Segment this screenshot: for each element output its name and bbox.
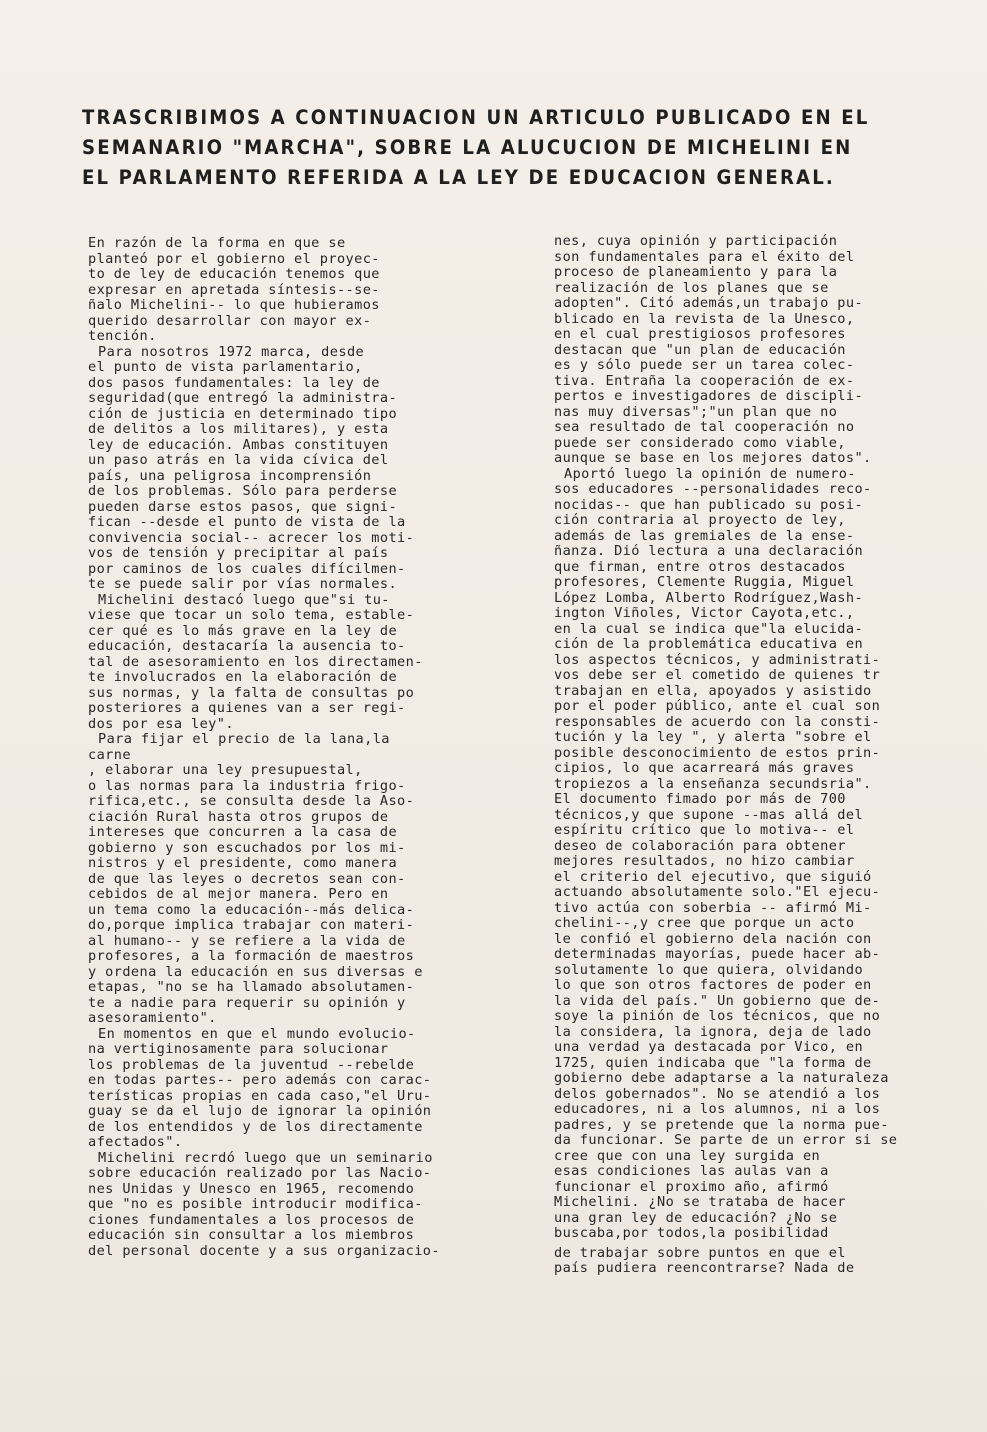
text-line: soye la pinión de los técnicos, que no xyxy=(554,1008,881,1024)
text-line: Aportó luego la opinión de numero- xyxy=(564,465,856,482)
text-line: dos por esa ley". xyxy=(88,715,234,732)
text-line: que "no es posible introducir modifica- xyxy=(88,1196,423,1212)
text-line: tropiezos a la enseñanza secundsria". xyxy=(554,775,872,792)
text-line: ción contraria al proyecto de ley, xyxy=(554,512,846,528)
text-line: cebidos de al mejor manera. Pero en xyxy=(88,886,389,902)
text-line: padres, y se pretende que la norma pue- xyxy=(554,1116,889,1133)
text-line: En razón de la forma en que se xyxy=(88,235,346,251)
text-line: En momentos en que el mundo evolucio- xyxy=(98,1025,416,1042)
text-line: es y sólo puede ser un tarea colec- xyxy=(554,357,855,373)
text-line: determinadas mayorías, puede hacer ab- xyxy=(554,946,881,962)
text-line: posteriores a quienes van a ser regi- xyxy=(88,700,406,716)
text-line: guay se da el lujo de ignorar la opinión xyxy=(88,1103,432,1119)
text-line: pueden darse estos pasos, que signi- xyxy=(88,498,398,515)
text-line: nas muy diversas";"un plan que no xyxy=(554,403,838,420)
text-line: trabajan en ella, apoyados y asistido xyxy=(554,682,872,699)
text-line: lo que son otros factores de poder en xyxy=(554,977,872,993)
text-line: carne xyxy=(88,746,131,763)
text-line: asesoramiento". xyxy=(88,1010,217,1026)
text-line: sus normas, y la falta de consultas po xyxy=(88,684,415,701)
text-line: tución y la ley ", y alerta "sobre el xyxy=(554,729,872,745)
text-line: de que las leyes o decretos sean con- xyxy=(88,870,406,887)
text-line: un paso atrás en la vida cívica del xyxy=(88,452,389,468)
text-line: profesores, Clemente Ruggia, Miguel xyxy=(554,574,855,590)
text-line: la vida del país." Un gobierno que de- xyxy=(554,992,881,1009)
text-line: do,porque implica trabajar con materi- xyxy=(88,917,415,933)
text-line: educación sin consultar a los miembros xyxy=(88,1227,415,1243)
text-line: da funcionar. Se parte de un error si se xyxy=(554,1132,898,1148)
headline-line: EL PARLAMENTO REFERIDA A LA LEY DE EDUCACION GENERAL. xyxy=(82,166,835,189)
text-line: cree que con una ley surgida en xyxy=(554,1147,821,1164)
text-line: responsables de acuerdo con la consti- xyxy=(554,713,881,730)
text-line: afectados". xyxy=(88,1134,183,1150)
text-line: querido desarrollar con mayor ex- xyxy=(88,312,372,329)
text-line: gobierno debe adaptarse a la naturaleza xyxy=(554,1070,889,1086)
text-line: sobre educación realizado por las Nacio- xyxy=(88,1165,432,1181)
text-line: te involucrados en la elaboración de xyxy=(88,669,398,685)
text-line: vos debe ser el cometido de quienes tr xyxy=(554,667,881,683)
text-line: 1725, quien indicaba que "la forma de xyxy=(554,1054,872,1071)
text-line: blicado en la revista de la Unesco, xyxy=(554,310,855,327)
text-line: esas condiciones las aulas van a xyxy=(554,1163,829,1179)
text-line: le confió el gobierno dela nación con xyxy=(554,930,872,947)
text-line: delos gobernados". No se atendió a los xyxy=(554,1085,881,1102)
text-line: ción de la problemática educativa en xyxy=(554,636,864,652)
headline-line: TRASCRIBIMOS A CONTINUACION UN ARTICULO PUBLICADO EN EL xyxy=(82,106,870,129)
text-line: que firman, entre otros destacados xyxy=(554,558,846,575)
text-line: nes, cuya opinión y participación xyxy=(554,233,838,249)
text-line: además de las gremiales de la ense- xyxy=(554,527,855,544)
text-line: al humano-- y se refiere a la vida de xyxy=(88,932,406,949)
text-line: de delitos a los militares), y esta xyxy=(88,421,389,437)
text-line: técnicos,y que supone --mas allá del xyxy=(554,806,864,823)
text-line: un tema como la educación--más delica- xyxy=(88,901,415,918)
text-line: tención. xyxy=(88,328,157,344)
text-line: cipios, lo que acarreará más graves xyxy=(554,760,855,776)
text-line: viese que tocar un solo tema, estable- xyxy=(88,607,415,623)
text-line: López Lomba, Alberto Rodríguez,Wash- xyxy=(554,589,864,606)
text-line: terísticas propias en cada caso,"el Uru- xyxy=(88,1087,432,1104)
text-line: etapas, "no se ha llamado absolutamen- xyxy=(88,979,415,995)
text-line: y ordena la educación en sus diversas e xyxy=(88,963,423,980)
text-line: cer qué es lo más grave en la ley de xyxy=(88,622,398,639)
right-column xyxy=(554,234,954,1277)
text-line: ington Viñoles, Victor Cayota,etc., xyxy=(554,605,855,621)
text-line: solutamente lo que quiera, olvidando xyxy=(554,961,864,978)
text-line: intereses que concurren a la casa de xyxy=(88,824,398,840)
text-line: de trabajar sobre puntos en que el xyxy=(554,1244,846,1261)
text-line: tal de asesoramiento en los directamen- xyxy=(88,653,423,670)
text-line: funcionar el proximo año, afirmó xyxy=(554,1178,829,1195)
text-line: te se puede salir por vías normales. xyxy=(88,576,398,592)
text-line: vos de tensión y precipitar al país xyxy=(88,545,389,561)
text-line: ciación Rural hasta otros grupos de xyxy=(88,808,389,825)
text-line: na vertiginosamente para solucionar xyxy=(88,1041,389,1057)
text-line: te a nadie para requerir su opinión y xyxy=(88,994,406,1011)
text-line: convivencia social-- acrecer los moti- xyxy=(88,529,415,546)
text-line: o las normas para la industria frigo- xyxy=(88,777,406,794)
text-line: los aspectos técnicos, y administrati- xyxy=(554,651,881,668)
text-line: planteó por el gobierno el proyec- xyxy=(88,250,380,267)
text-line: Para fijar el precio de la lana,la xyxy=(98,731,390,747)
text-line: destacan que "un plan de educación xyxy=(554,341,846,358)
text-line: fican --desde el punto de vista de la xyxy=(88,514,406,530)
text-line: seguridad(que entregó la administra- xyxy=(88,390,398,406)
text-line: expresar en apretada síntesis--se- xyxy=(88,281,380,298)
text-line: en el cual prestigiosos profesores xyxy=(554,326,846,342)
text-line: realización de los planes que se xyxy=(554,279,829,296)
text-line: rifica,etc., se consulta desde la Aso- xyxy=(88,793,415,809)
text-line: nes Unidas y Unesco en 1965, recomendo xyxy=(88,1180,415,1197)
text-line: una verdad ya destacada por Vico, en xyxy=(554,1039,864,1055)
text-line: nistros y el presidente, como manera xyxy=(88,855,398,871)
text-line: la considera, la ignora, deja de lado xyxy=(554,1023,872,1040)
text-line: to de ley de educación tenemos que xyxy=(88,266,380,282)
text-line: sea resultado de tal cooperación no xyxy=(554,419,855,435)
text-line: tiva. Entraña la cooperación de ex- xyxy=(554,372,855,389)
text-line: pertos e investigadores de discipli- xyxy=(554,388,864,404)
text-line: Para nosotros 1972 marca, desde xyxy=(98,343,365,360)
text-line: sos educadores --personalidades reco- xyxy=(554,481,872,497)
text-line: en la cual se indica que"la elucida- xyxy=(554,620,864,637)
text-line: puede ser considerado como viable, xyxy=(554,434,846,451)
text-line: Michelini recrdó luego que un seminario xyxy=(98,1149,433,1166)
text-line: nocidas-- que han publicado su posi- xyxy=(554,496,864,513)
text-line: el criterio del ejecutivo, que siguió xyxy=(554,868,872,885)
text-line: el punto de vista parlamentario, xyxy=(88,359,363,375)
text-line: educadores, ni a los alumnos, ni a los xyxy=(554,1101,881,1117)
text-line: actuando absolutamente solo."El ejecu- xyxy=(554,884,881,900)
text-line: ñalo Michelini-- lo que hubieramos xyxy=(88,297,380,313)
text-line: gobierno y son escuchados por los mi- xyxy=(88,839,406,856)
text-line: El documento fimado por más de 700 xyxy=(554,791,846,807)
text-line: Michelini destacó luego que"si tu- xyxy=(98,591,390,608)
text-line: de los problemas. Sólo para perderse xyxy=(88,483,398,499)
text-line: ley de educación. Ambas constituyen xyxy=(88,436,389,453)
text-line: ciones fundamentales a los procesos de xyxy=(88,1211,415,1228)
text-line: buscaba,por todos,la posibilidad xyxy=(554,1225,829,1241)
text-line: educación, destacaría la ausencia to- xyxy=(88,638,406,654)
headline-line: SEMANARIO "MARCHA", SOBRE LA ALUCUCION DE MICHELINI EN xyxy=(82,136,853,159)
text-line: chelini--,y cree que porque un acto xyxy=(554,915,855,931)
text-line: país, una peligrosa incomprensión xyxy=(88,467,372,484)
text-line: en todas partes-- pero además con carac- xyxy=(88,1072,432,1088)
text-line: son fundamentales para el éxito del xyxy=(554,248,855,265)
text-line: país pudiera reencontrarse? Nada de xyxy=(554,1260,855,1276)
text-line: , elaborar una ley presupuestal, xyxy=(88,762,363,778)
text-line: mejores resultados, no hizo cambiar xyxy=(554,853,855,869)
text-line: de los entendidos y de los directamente xyxy=(88,1118,423,1135)
text-line: espíritu crítico que lo motiva-- el xyxy=(554,822,855,838)
text-line: del personal docente y a sus organizacio- xyxy=(88,1242,440,1259)
text-line: por caminos de los cuales difícilmen- xyxy=(88,560,406,577)
left-column xyxy=(88,236,508,1259)
text-line: aunque se base en los mejores datos". xyxy=(554,450,872,466)
text-line: Michelini. ¿No se trataba de hacer xyxy=(554,1194,846,1210)
text-line: los problemas de la juventud --rebelde xyxy=(88,1056,415,1073)
text-line: deseo de colaboración para obtener xyxy=(554,837,846,854)
text-line: una gran ley de educación? ¿No se xyxy=(554,1209,838,1226)
text-line: profesores, a la formación de maestros xyxy=(88,948,415,964)
article-headline xyxy=(82,103,902,193)
text-line: posible desconocimiento de estos prin- xyxy=(554,744,881,761)
text-line: tivo actúa con soberbia -- afirmó Mi- xyxy=(554,899,872,916)
text-line: dos pasos fundamentales: la ley de xyxy=(88,374,380,391)
text-line: proceso de planeamiento y para la xyxy=(554,264,838,280)
text-line: adopten". Citó además,un trabajo pu- xyxy=(554,295,864,311)
text-line: ñanza. Dió lectura a una declaración xyxy=(554,543,864,559)
text-line: por el poder público, ante el cual son xyxy=(554,698,881,714)
text-line: ción de justicia en determinado tipo xyxy=(88,405,398,422)
